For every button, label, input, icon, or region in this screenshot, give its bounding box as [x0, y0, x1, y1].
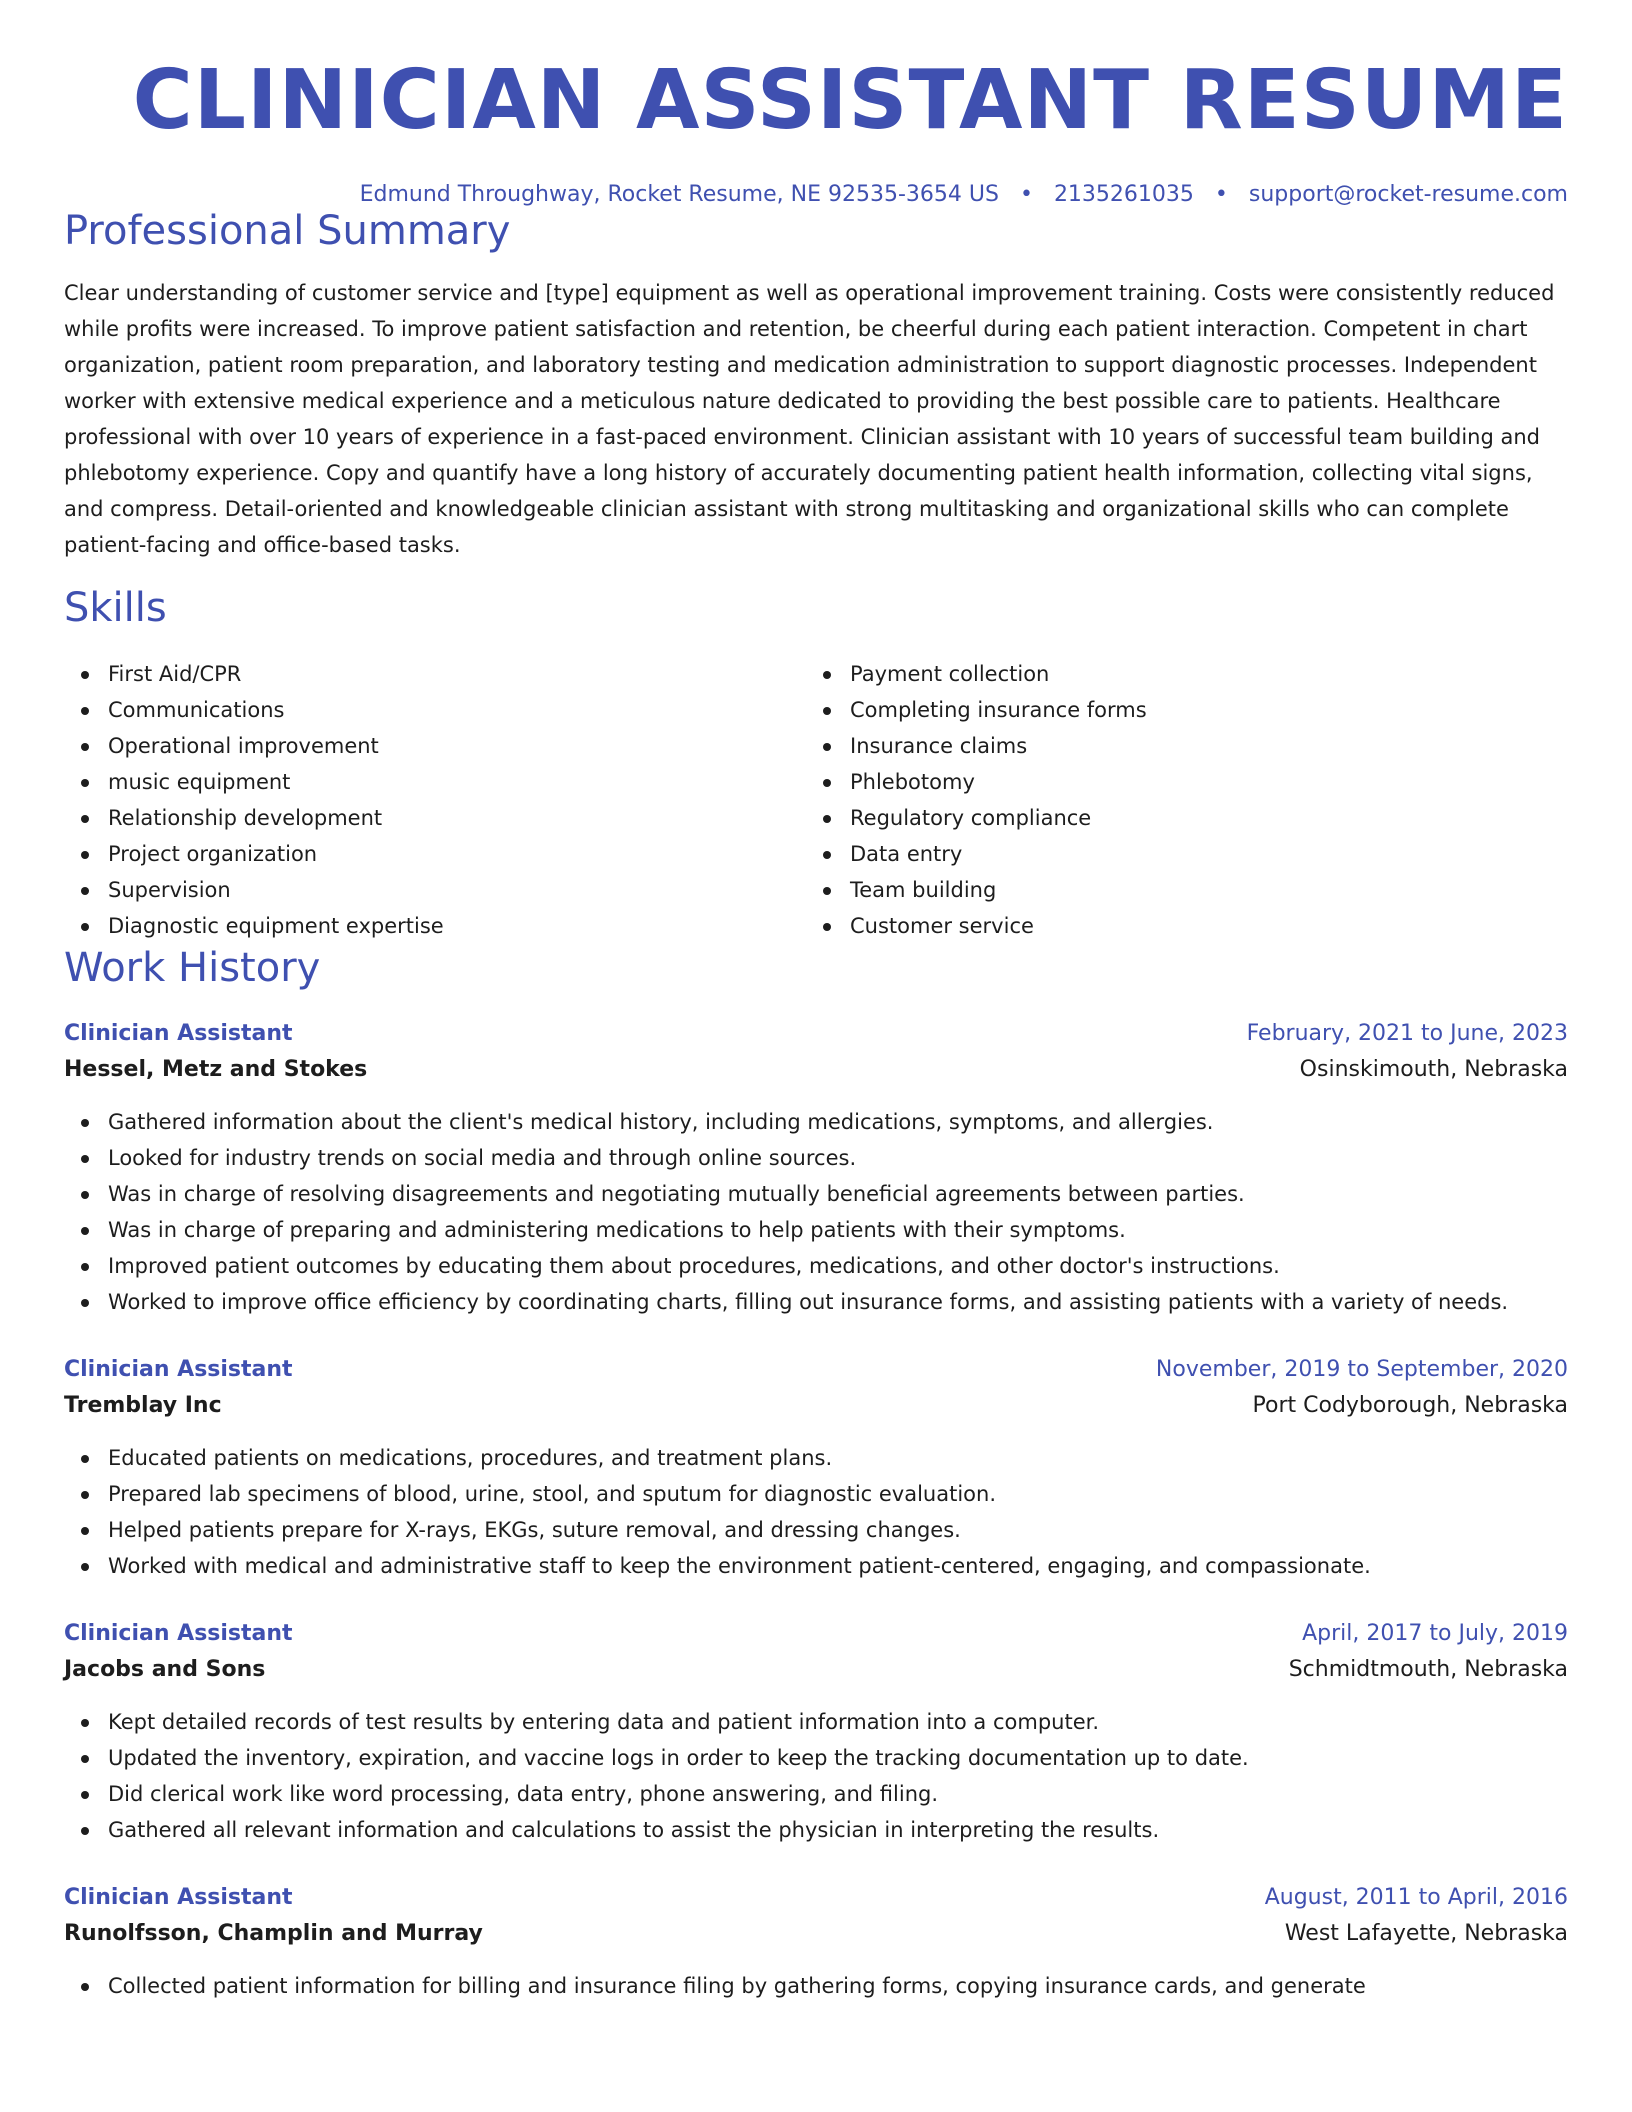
job-dates: February, 2021 to June, 2023: [1246, 1021, 1568, 1046]
skill-item: Phlebotomy: [850, 764, 1548, 800]
skill-item: Project organization: [108, 836, 806, 872]
job-bullet: Helped patients prepare for X-rays, EKGs, suture removal, and dressing changes.: [108, 1512, 1568, 1548]
skill-item: Completing insurance forms: [850, 692, 1548, 728]
skill-item: Customer service: [850, 908, 1548, 944]
resume-title: CLINICIAN ASSISTANT RESUME: [132, 53, 1568, 148]
job-company-row: [64, 1652, 1568, 1688]
job-dates: April, 2017 to July, 2019: [1302, 1621, 1568, 1646]
job-bullet: Gathered all relevant information and calculations to assist the physician in interpreting the results.: [108, 1812, 1568, 1848]
skill-item: Supervision: [108, 872, 806, 908]
contact-separator: •: [1019, 182, 1033, 207]
job-bullet: Worked to improve office efficiency by coordinating charts, filling out insurance forms, and assisting patients with a variety of needs.: [108, 1284, 1568, 1320]
skill-item: Relationship development: [108, 800, 806, 836]
job-bullet-list: [64, 1104, 1568, 1320]
skills-column-left: [64, 656, 806, 944]
job-title-row: [64, 1616, 1568, 1652]
job-title: Clinician Assistant: [64, 1021, 293, 1046]
work-history-heading: Work History: [64, 945, 321, 991]
job-bullet: Gathered information about the client's medical history, including medications, symptoms, and allergies.: [108, 1104, 1568, 1140]
job-company-row: [64, 1052, 1568, 1088]
job-title-row: [64, 1880, 1568, 1916]
job-location: Osinskimouth, Nebraska: [1299, 1057, 1568, 1082]
job-bullet: Was in charge of resolving disagreements and negotiating mutually beneficial agreements between parties.: [108, 1176, 1568, 1212]
skill-item: Regulatory compliance: [850, 800, 1548, 836]
job-bullet: Collected patient information for billing and insurance filing by gathering forms, copying insurance cards, and generate: [108, 1968, 1568, 2004]
skill-item: Insurance claims: [850, 728, 1548, 764]
job-company: Runolfsson, Champlin and Murray: [64, 1921, 483, 1946]
contact-address: Edmund Throughway, Rocket Resume, NE 92535-3654 US: [359, 182, 999, 207]
skills-heading: Skills: [64, 585, 167, 631]
professional-summary-heading: Professional Summary: [64, 208, 511, 254]
professional-summary-text: Clear understanding of customer service and [type] equipment as well as operational improvement training. Costs were consistently reduced while profits were increased. To improve patient satisfaction and retention, be cheerful during each patient interaction. Competent in chart organization, patient room preparation, and laboratory testing and medication administration to support diagnostic processes. Independent worker with extensive medical experience and a meticulous nature dedicated to providing the best possible care to patients. Healthcare professional with over 10 years of experience in a fast-paced environment. Clinician assistant with 10 years of successful team building and phlebotomy experience. Copy and quantify have a long history of accurately documenting patient health information, collecting vital signs, and compress. Detail-oriented and knowledgeable clinician assistant with strong multitasking and organizational skills who can complete patient-facing and office-based tasks.: [64, 281, 1555, 557]
job-company: Jacobs and Sons: [64, 1657, 266, 1682]
job-bullet: Kept detailed records of test results by entering data and patient information into a computer.: [108, 1704, 1568, 1740]
job-bullet: Did clerical work like word processing, data entry, phone answering, and filing.: [108, 1776, 1568, 1812]
job-location: Schmidtmouth, Nebraska: [1288, 1657, 1568, 1682]
job-title: Clinician Assistant: [64, 1885, 293, 1910]
skill-item: music equipment: [108, 764, 806, 800]
skill-item: First Aid/CPR: [108, 656, 806, 692]
job-bullet: Worked with medical and administrative staff to keep the environment patient-centered, engaging, and compassionate.: [108, 1548, 1568, 1584]
resume-page: [64, 0, 1568, 2004]
job-entry: [64, 1616, 1568, 1848]
job-entry: [64, 1880, 1568, 2004]
skill-item: Data entry: [850, 836, 1548, 872]
job-bullet: Looked for industry trends on social media and through online sources.: [108, 1140, 1568, 1176]
contact-separator: •: [1214, 182, 1228, 207]
job-dates: August, 2011 to April, 2016: [1264, 1885, 1568, 1910]
skill-item: Operational improvement: [108, 728, 806, 764]
job-bullet: Was in charge of preparing and administering medications to help patients with their symptoms.: [108, 1212, 1568, 1248]
job-bullet-list: [64, 1440, 1568, 1584]
skills-grid: [64, 656, 1568, 944]
job-bullet: Updated the inventory, expiration, and vaccine logs in order to keep the tracking documentation up to date.: [108, 1740, 1568, 1776]
job-location: Port Codyborough, Nebraska: [1252, 1393, 1568, 1418]
skills-column-right: [806, 656, 1548, 944]
job-company: Hessel, Metz and Stokes: [64, 1057, 368, 1082]
job-bullet: Educated patients on medications, procedures, and treatment plans.: [108, 1440, 1568, 1476]
job-title: Clinician Assistant: [64, 1357, 293, 1382]
job-bullet-list: [64, 1704, 1568, 1848]
skill-item: Team building: [850, 872, 1548, 908]
job-bullet: Prepared lab specimens of blood, urine, stool, and sputum for diagnostic evaluation.: [108, 1476, 1568, 1512]
job-company-row: [64, 1916, 1568, 1952]
job-bullet-list: [64, 1968, 1568, 2004]
job-dates: November, 2019 to September, 2020: [1155, 1357, 1568, 1382]
job-company-row: [64, 1388, 1568, 1424]
job-entry: [64, 1016, 1568, 1320]
job-title: Clinician Assistant: [64, 1621, 293, 1646]
contact-email: support@rocket-resume.com: [1248, 182, 1568, 207]
job-entry: [64, 1352, 1568, 1584]
job-bullet: Improved patient outcomes by educating them about procedures, medications, and other doctor's instructions.: [108, 1248, 1568, 1284]
skill-item: Payment collection: [850, 656, 1548, 692]
contact-info: [64, 182, 1568, 207]
skill-item: Communications: [108, 692, 806, 728]
job-company: Tremblay Inc: [64, 1393, 222, 1418]
job-title-row: [64, 1016, 1568, 1052]
skill-item: Diagnostic equipment expertise: [108, 908, 806, 944]
contact-phone: 2135261035: [1053, 182, 1194, 207]
job-location: West Lafayette, Nebraska: [1284, 1921, 1568, 1946]
job-title-row: [64, 1352, 1568, 1388]
